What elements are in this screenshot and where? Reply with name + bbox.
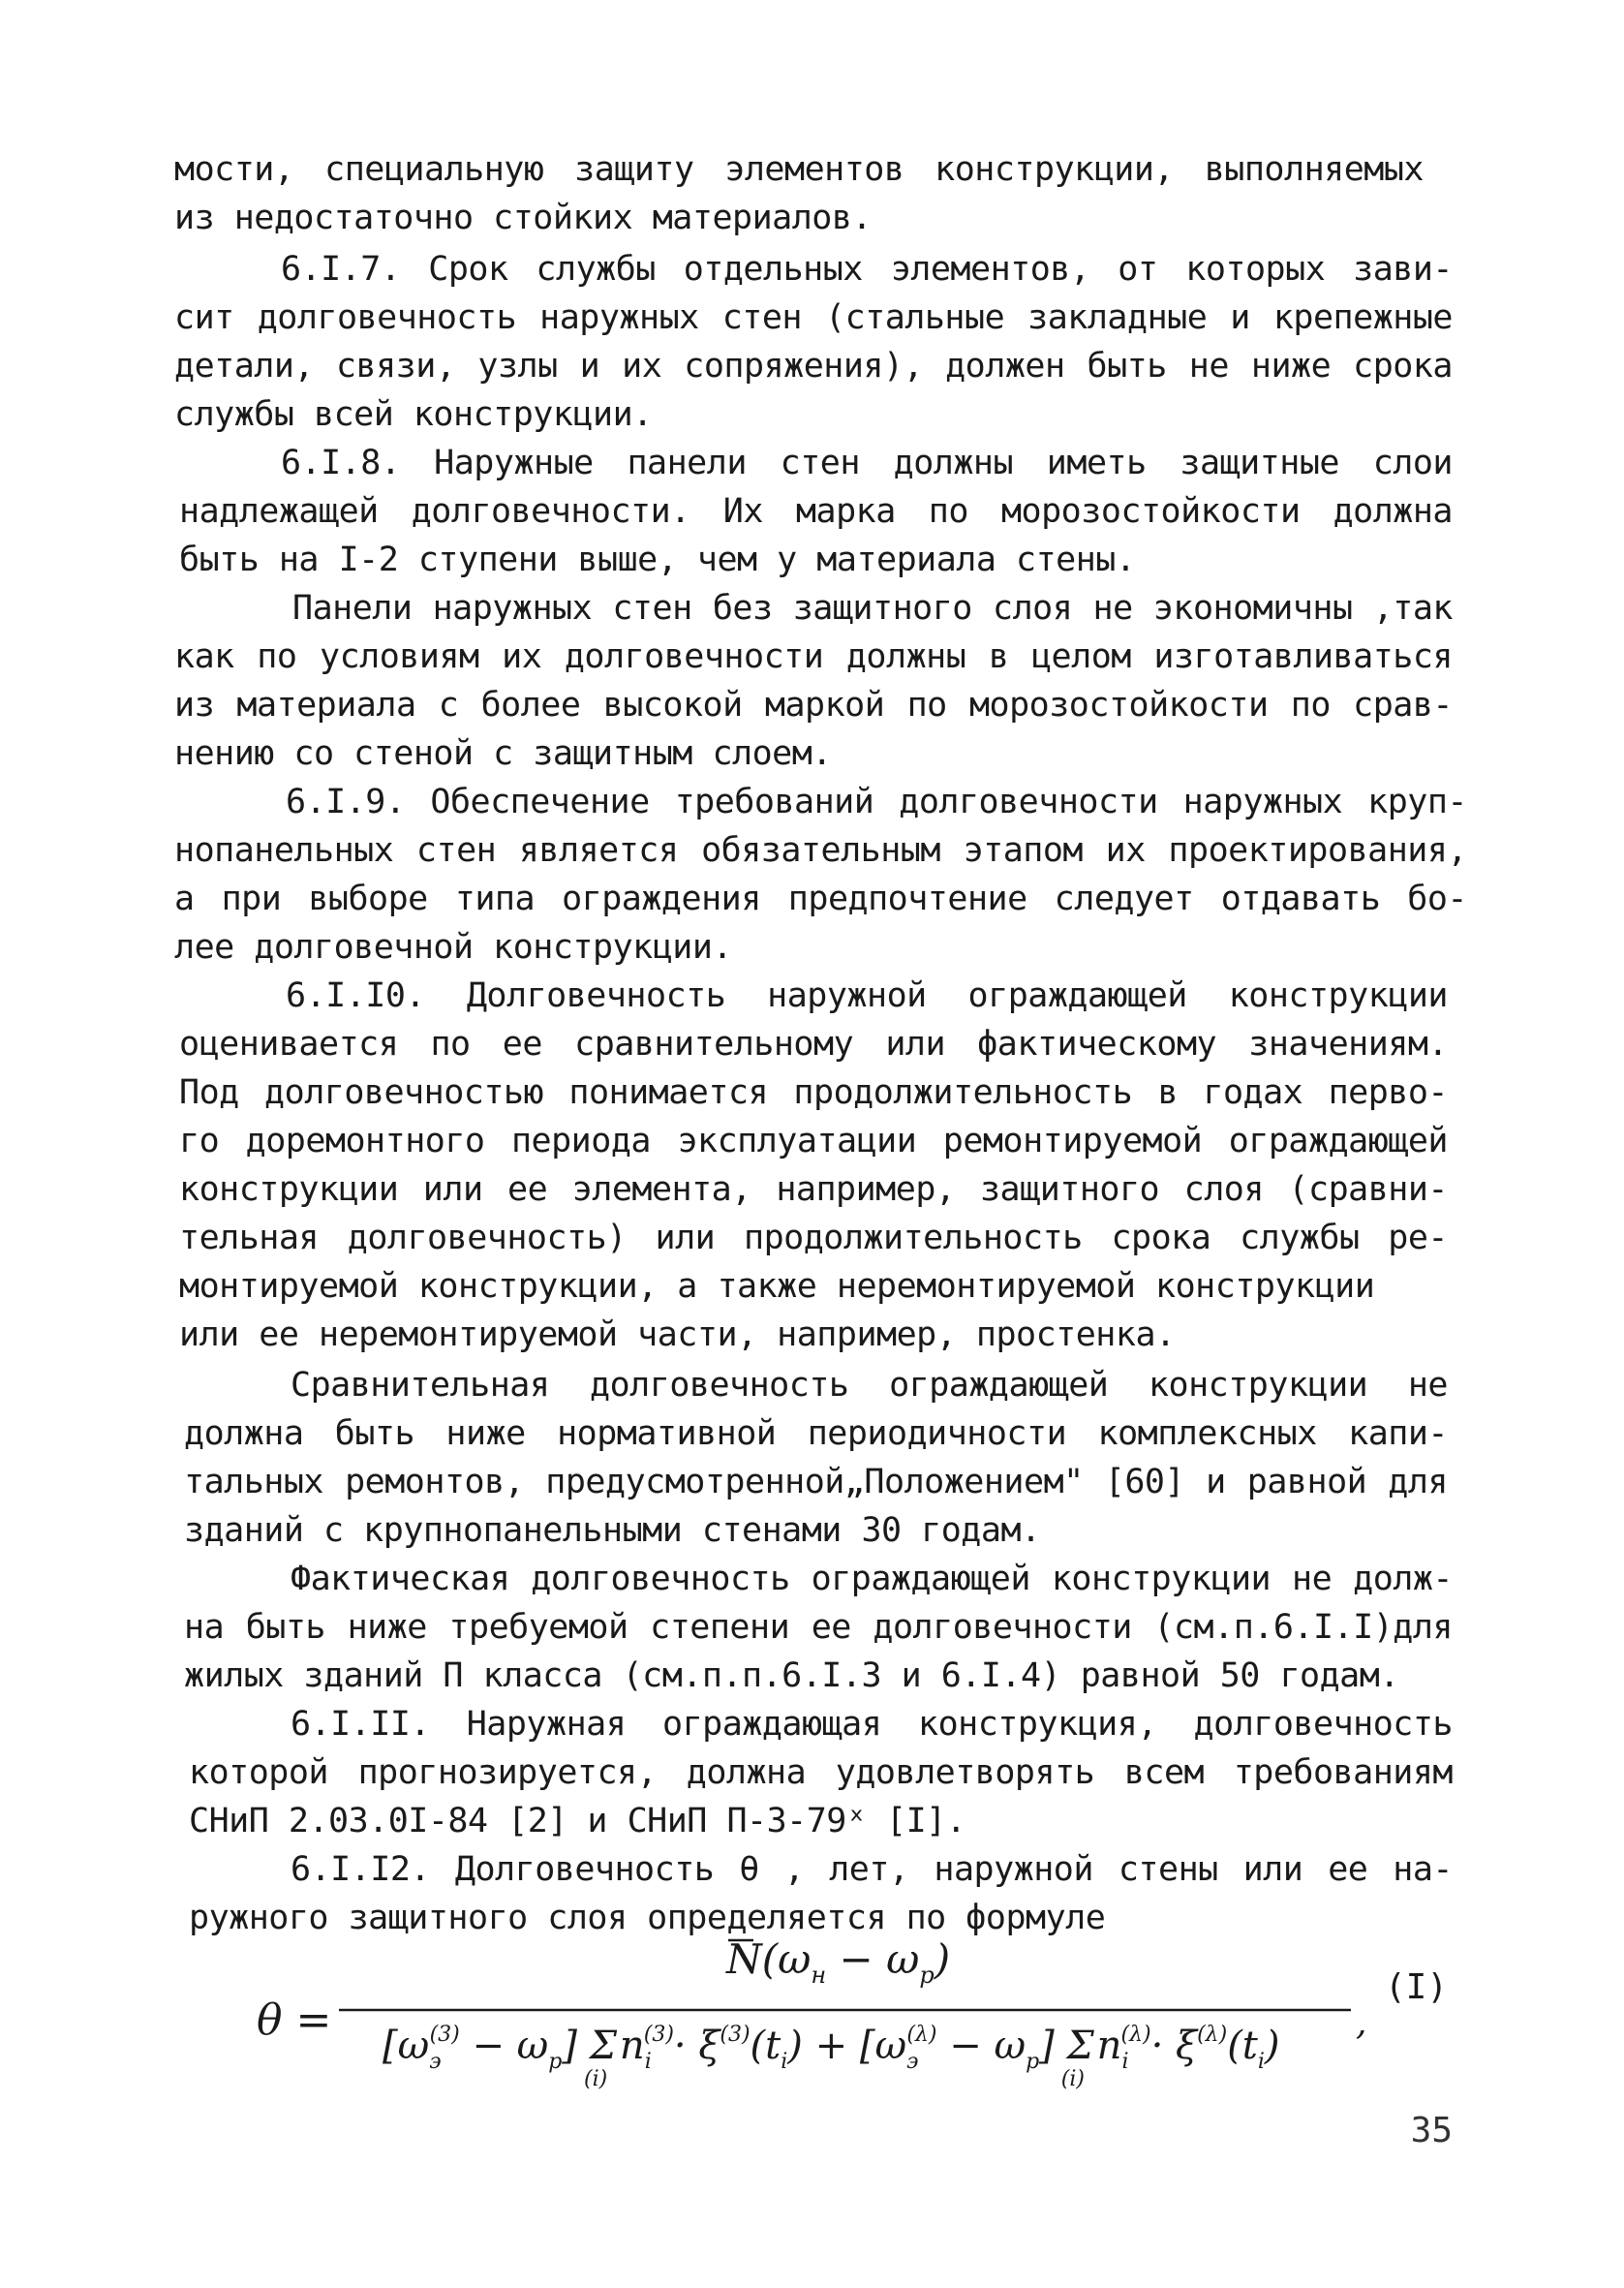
formula-text: э <box>906 2050 919 2074</box>
text-line: нопанельных стен является обязательным этапом их проектирования, <box>174 831 1467 870</box>
formula-text: n <box>607 2024 645 2068</box>
formula-text: (λ) <box>1197 2023 1228 2047</box>
formula-text: i <box>1121 2050 1129 2074</box>
page-number: 35 <box>1410 2111 1453 2150</box>
text-line: службы всей конструкции. <box>174 395 653 434</box>
formula-text: ) <box>1264 2024 1280 2068</box>
formula-text: [ω <box>383 2024 430 2068</box>
text-line: го доремонтного периода эксплуатации ремонтируемой ограждающей <box>179 1122 1448 1160</box>
formula-text: · ξ <box>1150 2024 1198 2068</box>
text-line: надлежащей долговечности. Их марка по морозостойкости должна <box>179 492 1453 531</box>
formula-text: ) <box>934 1935 951 1983</box>
text-line: на быть ниже требуемой степени ее долговечности (см.п.6.I.I)для <box>184 1608 1453 1647</box>
formula-text: р <box>548 2050 563 2074</box>
formula-text: − ω <box>459 2024 549 2068</box>
formula-text: − ω <box>936 2024 1026 2068</box>
text-line: СНиП 2.03.0I-84 [2] и СНиП П-3-79ˣ [I]. <box>189 1802 966 1840</box>
equation-number: (I) <box>1385 1967 1449 2007</box>
formula-text: ) + [ω <box>787 2024 907 2068</box>
text-line: оценивается по ее сравнительному или фактическому значениям. <box>179 1025 1448 1064</box>
text-line: тельная долговечность) или продолжительность срока службы ре- <box>179 1219 1448 1257</box>
text-line: Фактическая долговечность ограждающей конструкции не долж- <box>291 1560 1453 1598</box>
text-line: ружного защитного слоя определяется по формуле <box>189 1899 1106 1937</box>
text-line: из недостаточно стойких материалов. <box>174 199 873 237</box>
text-line: конструкции или ее элемента, например, защитного слоя (сравни- <box>179 1170 1448 1209</box>
formula-text: i <box>644 2050 652 2074</box>
text-line: Панели наружных стен без защитного слоя не экономичны ,так <box>292 589 1453 628</box>
text-line: Сравнительная долговечность ограждающей конструкции не <box>291 1366 1448 1405</box>
formula-text: (3) <box>720 2023 751 2047</box>
formula-text: n <box>1084 2024 1122 2068</box>
formula-text: N(ω <box>726 1935 812 1983</box>
formula-text: р <box>919 1962 935 1989</box>
formula-text: (3) <box>429 2023 460 2047</box>
formula-text: (i) <box>584 2067 608 2091</box>
formula-text: н <box>811 1962 827 1989</box>
text-line: 6.I.II. Наружная ограждающая конструкция, долговечность <box>291 1705 1453 1744</box>
text-line: 6.I.I0. Долговечность наружной ограждающей конструкции <box>286 976 1448 1015</box>
formula-text: ] Σ <box>562 2024 617 2068</box>
text-line: мости, специальную защиту элементов конструкции, выполняемых <box>174 150 1424 189</box>
formula-text: i <box>1257 2050 1265 2074</box>
formula-comma: , <box>1356 2003 1367 2043</box>
formula-denominator <box>383 2023 1280 2091</box>
text-line: 6.I.8. Наружные панели стен должны иметь защитные слои <box>281 444 1453 482</box>
text-line: быть на I-2 ступени выше, чем у материала стены. <box>179 541 1136 579</box>
formula-text: р <box>1026 2050 1040 2074</box>
formula-text: (λ) <box>1120 2023 1151 2047</box>
formula-text: i <box>781 2050 788 2074</box>
text-line: которой прогнозируется, должна удовлетворять всем требованиям <box>189 1753 1453 1792</box>
text-line: жилых зданий П класса (см.п.п.6.I.3 и 6.I.4) равной 50 годам. <box>184 1656 1399 1695</box>
formula-numerator <box>725 1935 950 1989</box>
text-line: детали, связи, узлы и их сопряжения), должен быть не ниже срока <box>174 347 1453 386</box>
text-line: а при выборе типа ограждения предпочтение следует отдавать бо- <box>174 880 1467 918</box>
text-line: сит долговечность наружных стен (стальные закладные и крепежные <box>174 298 1453 337</box>
formula-text: (t <box>1227 2024 1258 2068</box>
text-line: монтируемой конструкции, а также неремонтируемой конструкции <box>179 1267 1375 1306</box>
formula-text: э <box>429 2050 442 2074</box>
text-line: тальных ремонтов, предусмотренной„Положением" [60] и равной для <box>184 1463 1448 1501</box>
formula-text: (t <box>750 2024 781 2068</box>
text-line: Под долговечностью понимается продолжительность в годах перво- <box>179 1073 1448 1112</box>
text-line: 6.I.I2. Долговечность θ , лет, наружной стены или ее на- <box>291 1850 1453 1889</box>
text-line: 6.I.7. Срок службы отдельных элементов, от которых зави- <box>281 250 1453 289</box>
text-line: из материала с более высокой маркой по морозостойкости по срав- <box>174 686 1453 725</box>
formula-lhs: θ = <box>257 1995 332 2045</box>
text-line: как по условиям их долговечности должны в целом изготавливаться <box>174 637 1453 676</box>
text-line: или ее неремонтируемой части, например, простенка. <box>179 1315 1176 1354</box>
text-line: зданий с крупнопанельными стенами 30 годам. <box>184 1511 1041 1550</box>
formula-text: (i) <box>1060 2067 1085 2091</box>
formula-text: − ω <box>826 1935 920 1983</box>
formula-text: (λ) <box>906 2023 937 2047</box>
text-line: нению со стеной с защитным слоем. <box>174 734 832 773</box>
text-line: лее долговечной конструкции. <box>174 928 733 967</box>
text-line: должна быть ниже нормативной периодичности комплексных капи- <box>184 1414 1448 1453</box>
formula-text: · ξ <box>673 2024 720 2068</box>
formula-text: ] Σ <box>1039 2024 1094 2068</box>
text-line: 6.I.9. Обеспечение требований долговечности наружных круп- <box>286 783 1467 821</box>
formula-text: (3) <box>643 2023 674 2047</box>
